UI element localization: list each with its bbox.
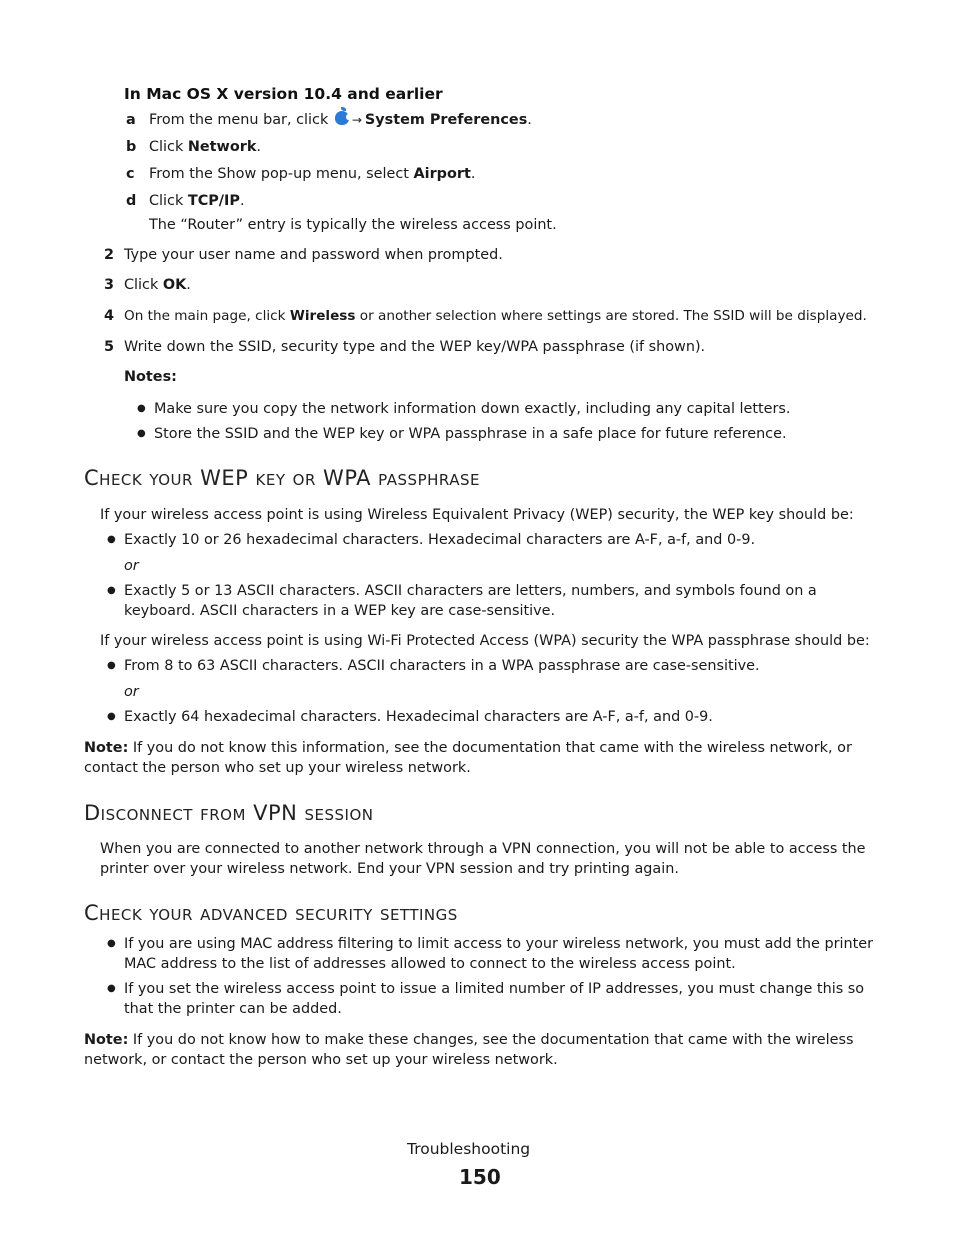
- step-text-post: .: [186, 277, 191, 293]
- wep-item-text: Exactly 5 or 13 ASCII characters. ASCII characters are letters, numbers, and symbols found on a keyboard. ASCII characters in a WEP key are case-sensitive.: [124, 583, 817, 619]
- step-text: Write down the SSID, security type and the WEP key/WPA passphrase (if shown).: [124, 339, 706, 355]
- bullet-icon: ●: [107, 585, 116, 596]
- step-text-post: .: [256, 139, 261, 155]
- step-text-post: or another selection where settings are stored. The SSID will be displayed.: [355, 308, 867, 324]
- ok-label: OK: [162, 277, 187, 293]
- step-text-pre: From the Show pop-up menu, select: [149, 166, 414, 182]
- wep-item-text: Exactly 10 or 26 hexadecimal characters. Hexadecimal characters are A-F, a-f, and 0-9.: [124, 532, 756, 548]
- bullet-icon: ●: [137, 403, 146, 414]
- airport-label: Airport: [413, 166, 471, 182]
- wpa-item-text: Exactly 64 hexadecimal characters. Hexadecimal characters are A-F, a-f, and 0-9.: [124, 709, 713, 725]
- note-text: Store the SSID and the WEP key or WPA passphrase in a safe place for future reference.: [154, 426, 787, 442]
- bullet-icon: ●: [107, 660, 116, 671]
- step-text: [149, 137, 261, 157]
- step-text-post: .: [470, 166, 476, 182]
- bullet-icon: ●: [137, 428, 146, 439]
- security-item-text: If you set the wireless access point to issue a limited number of IP addresses, you must change this so that the printer can be added.: [124, 981, 865, 1017]
- note-label: Note:: [84, 1032, 129, 1048]
- vpn-section-heading: Disconnect from VPN session: [84, 801, 374, 825]
- bullet-icon: ●: [107, 534, 116, 545]
- step-label: d: [126, 193, 137, 209]
- step-note: The “Router” entry is typically the wireless access point.: [149, 217, 557, 233]
- step-text-pre: Click: [124, 277, 163, 293]
- or-text: or: [124, 684, 139, 700]
- step-text-pre: Click: [149, 139, 188, 155]
- apple-icon: [335, 111, 349, 125]
- bullet-icon: ●: [107, 938, 116, 949]
- step-number: 4: [104, 308, 115, 324]
- step-text: [149, 110, 532, 130]
- step-label: c: [126, 166, 135, 182]
- step-text: [124, 306, 867, 326]
- step-number: 3: [104, 277, 115, 293]
- note-text: If you do not know this information, see the documentation that came with the wireless network, or contact the person who set up your wireless network.: [84, 740, 852, 776]
- step-number: 2: [104, 247, 115, 263]
- mac-section-title: In Mac OS X version 10.4 and earlier: [124, 85, 443, 103]
- step-text: Type your user name and password when prompted.: [124, 247, 503, 263]
- step-text-pre: From the menu bar, click: [149, 112, 329, 128]
- wep-note: [84, 738, 869, 778]
- wep-section-heading: Check your WEP key or WPA passphrase: [84, 466, 480, 490]
- notes-label: Notes:: [124, 369, 177, 385]
- step-text-post: .: [239, 193, 245, 209]
- page-number: 150: [459, 1165, 501, 1189]
- step-number: 5: [104, 339, 115, 355]
- step-text-post: .: [527, 112, 532, 128]
- network-label: Network: [187, 139, 257, 155]
- arrow-icon: →: [351, 113, 362, 127]
- note-text: Make sure you copy the network information down exactly, including any capital letters.: [154, 401, 791, 417]
- step-text: [149, 191, 245, 211]
- note-text: If you do not know how to make these changes, see the documentation that came with the wireless network, or contact the person who set up your wireless network.: [84, 1032, 854, 1068]
- system-preferences-label: System Preferences: [364, 112, 528, 128]
- wep-intro: If your wireless access point is using Wireless Equivalent Privacy (WEP) security, the WEP key should be:: [100, 507, 854, 523]
- step-label: a: [126, 112, 136, 128]
- step-text-pre: On the main page, click: [124, 308, 290, 324]
- security-note: [84, 1030, 869, 1070]
- tcpip-label: TCP/IP: [187, 193, 240, 209]
- wireless-label: Wireless: [289, 308, 356, 324]
- wpa-item-text: From 8 to 63 ASCII characters. ASCII characters in a WPA passphrase are case-sensitive.: [124, 658, 760, 674]
- footer-section-label: Troubleshooting: [407, 1140, 531, 1158]
- bullet-icon: ●: [107, 983, 116, 994]
- security-section-heading: Check your advanced security settings: [84, 901, 458, 925]
- note-label: Note:: [84, 740, 129, 756]
- security-item-text: If you are using MAC address filtering to limit access to your wireless network, you must add the printer MAC address to the list of addresses allowed to connect to the wireless access point.: [124, 936, 874, 972]
- step-text: [124, 275, 191, 295]
- or-text: or: [124, 558, 139, 574]
- step-text-pre: Click: [149, 193, 188, 209]
- bullet-icon: ●: [107, 711, 116, 722]
- wpa-intro: If your wireless access point is using Wi-Fi Protected Access (WPA) security the WPA passphrase should be:: [100, 633, 870, 649]
- step-label: b: [126, 139, 137, 155]
- vpn-text: When you are connected to another network through a VPN connection, you will not be able to access the printer over your wireless network. End your VPN session and try printing again.: [100, 841, 866, 877]
- step-text: [149, 164, 475, 184]
